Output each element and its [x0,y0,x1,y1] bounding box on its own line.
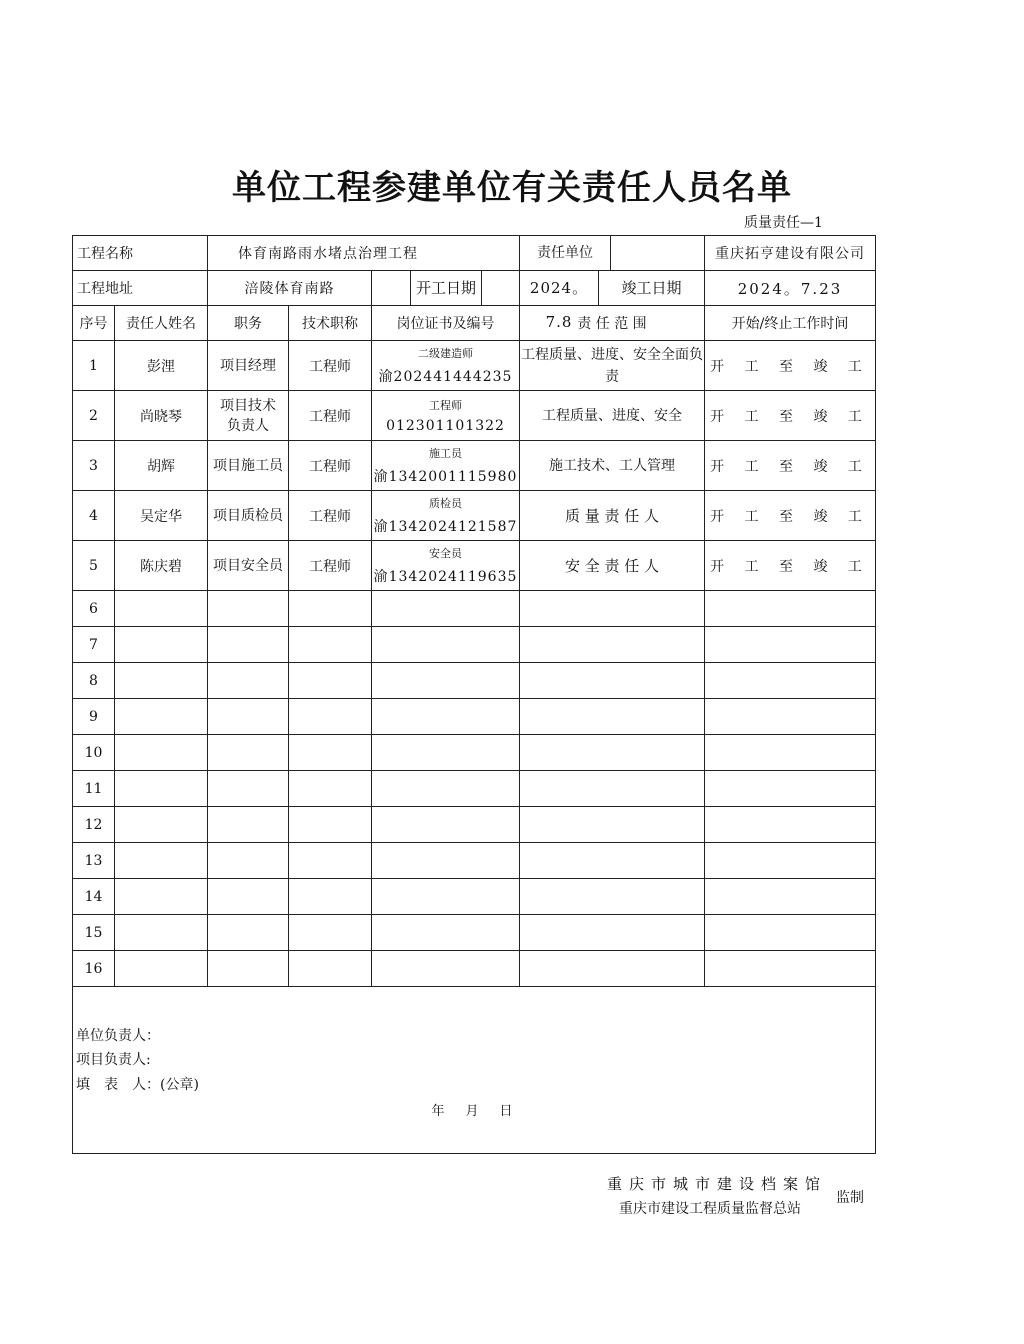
project-name-value: 体育南路雨水堵点治理工程 [208,236,520,271]
table-row [73,663,876,699]
project-address-row [73,271,876,306]
person-cert: 安全员 渝1342024119635 [372,541,520,591]
person-period: 开 工 至 竣 工 [705,391,876,441]
personnel-table [72,235,876,1154]
signature-area [73,987,876,1154]
person-scope: 工程质量、进度、安全全面负责 [520,341,705,391]
person-title: 工程师 [289,391,372,441]
table-row [73,807,876,843]
row-no: 3 [73,441,115,491]
row-no: 8 [73,663,115,699]
person-title: 工程师 [289,341,372,391]
person-title: 工程师 [289,491,372,541]
col-name: 责任人姓名 [115,306,208,341]
table-row [73,341,876,391]
table-row [73,771,876,807]
row-no: 13 [73,843,115,879]
row-no: 6 [73,591,115,627]
project-head-label: 项目负责人: [76,1052,151,1068]
table-row [73,699,876,735]
person-name: 胡辉 [115,441,208,491]
col-position: 职务 [208,306,289,341]
person-period: 开 工 至 竣 工 [705,491,876,541]
row-no: 9 [73,699,115,735]
table-row [73,915,876,951]
person-position: 项目经理 [208,341,289,391]
col-title: 技术职称 [289,306,372,341]
person-scope: 施工技术、工人管理 [520,441,705,491]
end-date-value: 2024。7.23 [705,271,876,306]
person-name: 彭浬 [115,341,208,391]
footer-archive: 重庆市城市建设档案馆 [607,1175,828,1193]
table-row [73,441,876,491]
project-name-row [73,236,876,271]
person-cert: 工程师 012301101322 [372,391,520,441]
signature-row [73,987,876,1154]
footer-issued: 监制 [836,1190,864,1206]
person-cert: 质检员 渝1342024121587 [372,491,520,541]
person-name: 陈庆碧 [115,541,208,591]
row-no: 12 [73,807,115,843]
project-name-label: 工程名称 [73,236,208,271]
person-period: 开 工 至 竣 工 [705,541,876,591]
end-date-label: 竣工日期 [598,271,704,305]
responsible-unit-value: 重庆拓亨建设有限公司 [705,236,876,271]
row-no: 11 [73,771,115,807]
row-no: 15 [73,915,115,951]
responsible-unit-label: 责任单位 [520,236,705,271]
footer-supervision: 重庆市建设工程质量监督总站 [619,1201,801,1217]
filler-label: 填 表 人：(公章) [76,1077,199,1093]
table-row [73,541,876,591]
person-position: 项目安全员 [208,541,289,591]
table-row [73,843,876,879]
column-header-row [73,306,876,341]
row-no: 2 [73,391,115,441]
col-scope: 责 任 范 围 [520,306,705,341]
person-position: 项目施工员 [208,441,289,491]
table-row [73,627,876,663]
table-row [73,391,876,441]
row-no: 10 [73,735,115,771]
person-period: 开 工 至 竣 工 [705,341,876,391]
table-row [73,591,876,627]
person-scope: 质 量 责 任 人 [520,491,705,541]
table-row [73,491,876,541]
row-no: 4 [73,491,115,541]
document-title: 单位工程参建单位有关责任人员名单 [232,168,792,208]
row-no: 7 [73,627,115,663]
person-title: 工程师 [289,441,372,491]
person-title: 工程师 [289,541,372,591]
col-period: 开始/终止工作时间 [705,306,876,341]
project-address-value: 涪陵体育南路 [208,271,372,306]
person-scope: 安 全 责 任 人 [520,541,705,591]
person-period: 开 工 至 竣 工 [705,441,876,491]
col-cert: 岗位证书及编号 [372,306,520,341]
row-no: 5 [73,541,115,591]
person-cert: 二级建造师 渝202441444235 [372,341,520,391]
start-date-group [372,271,520,306]
person-scope: 工程质量、进度、安全 [520,391,705,441]
row-no: 1 [73,341,115,391]
table-row [73,735,876,771]
unit-head-label: 单位负责人： [76,1028,160,1044]
project-address-label: 工程地址 [73,271,208,306]
start-date-value: 2024。7.8 [529,279,589,331]
sign-date: 年 月 日 [431,1104,517,1119]
person-cert: 施工员 渝1342001115980 [372,441,520,491]
form-code: 质量责任—1 [744,215,823,231]
table-row [73,879,876,915]
person-name: 吴定华 [115,491,208,541]
col-no: 序号 [73,306,115,341]
person-name: 尚晓琴 [115,391,208,441]
row-no: 14 [73,879,115,915]
person-position: 项目技术负责人 [208,391,289,441]
table-row [73,951,876,987]
row-no: 16 [73,951,115,987]
person-position: 项目质检员 [208,491,289,541]
start-date-label: 开工日期 [410,271,482,305]
